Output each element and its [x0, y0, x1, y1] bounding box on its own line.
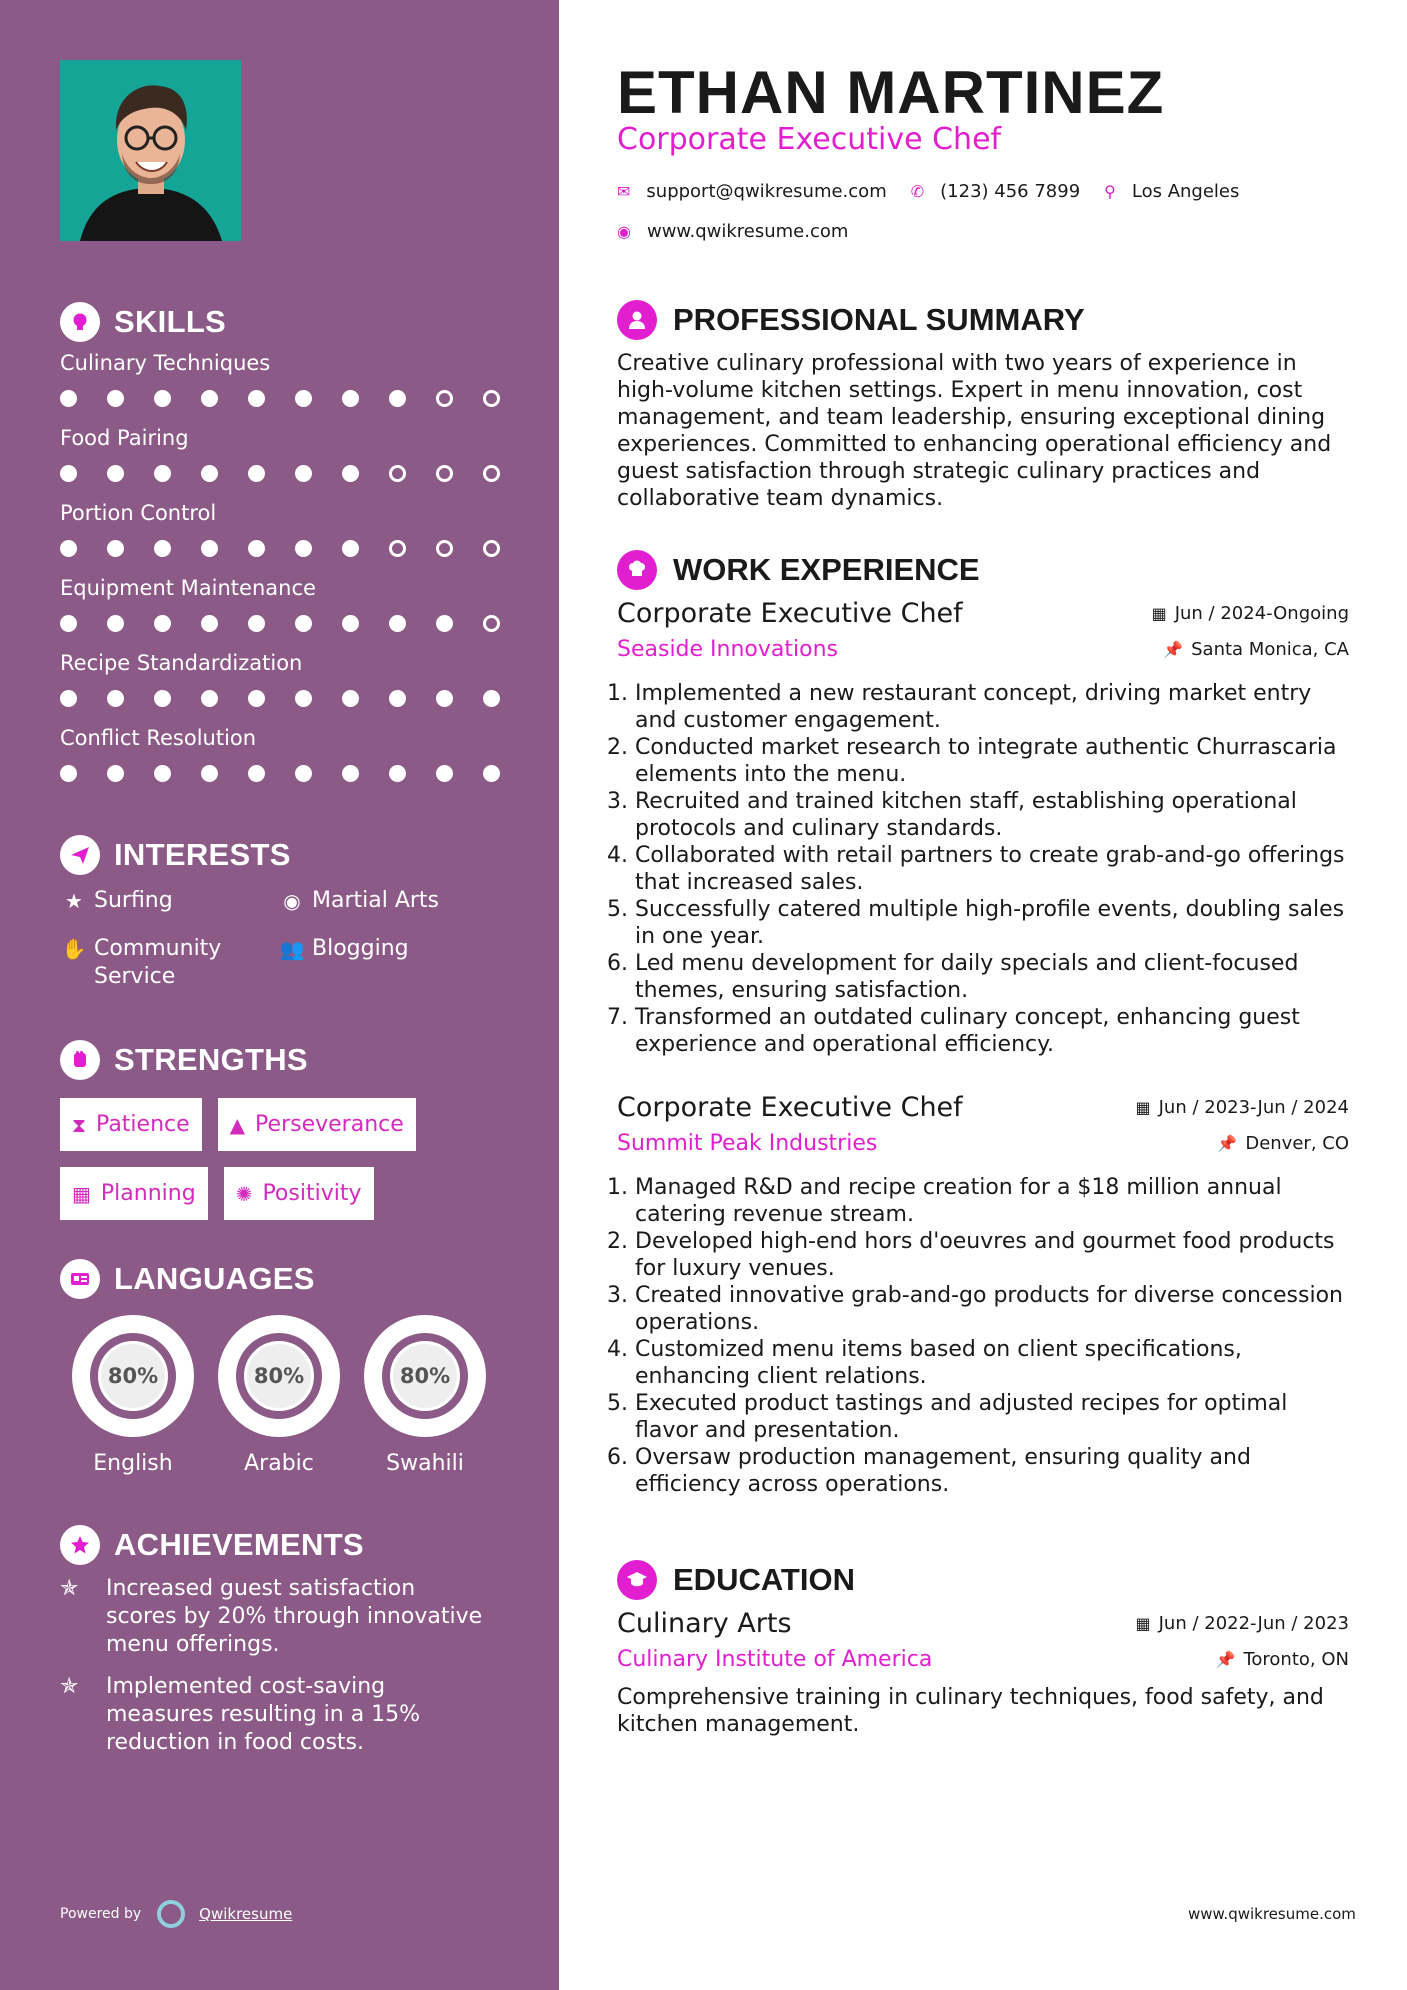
calendar-icon: ▦: [1135, 1614, 1151, 1633]
job-bullet: 6. Oversaw production management, ensuring quality and efficiency across operations.: [635, 1444, 1349, 1498]
road-icon: ▲: [229, 1112, 246, 1137]
pushpin-icon: 📌: [1217, 1134, 1238, 1153]
rating-dot-filled: [201, 690, 218, 707]
rating-dot-filled: [295, 690, 312, 707]
skill-rating: [60, 755, 520, 791]
rating-dot-filled: [107, 615, 124, 632]
skill-rating: [60, 605, 520, 641]
job-location: 📌 Santa Monica, CA: [1163, 639, 1349, 660]
pushpin-icon: 📌: [1163, 640, 1184, 659]
strength-label: Patience: [96, 1112, 190, 1137]
profile-photo: [60, 60, 241, 241]
achievements-title: ACHIEVEMENTS: [114, 1527, 364, 1562]
rating-dot-filled: [60, 540, 77, 557]
strengths-section: [60, 1038, 520, 1220]
job-bullet: 4. Collaborated with retail partners to create grab-and-go offerings that increased sales.: [635, 842, 1349, 896]
rating-dot-filled: [107, 540, 124, 557]
globe-icon: ◉: [617, 221, 631, 241]
rating-dot-filled: [248, 765, 265, 782]
languages-list: [60, 1315, 520, 1476]
rating-dot-filled: [60, 765, 77, 782]
interest-item: [278, 935, 498, 963]
achievements-section: [60, 1523, 520, 1757]
rating-dot-empty: [483, 390, 500, 407]
star-icon: ✯: [60, 1576, 79, 1601]
qwikresume-logo-icon: [157, 1900, 185, 1928]
job-location: 📌 Denver, CO: [1217, 1133, 1349, 1154]
strength-badge: [60, 1098, 202, 1151]
rating-dot-filled: [389, 765, 406, 782]
contact-location: [1104, 181, 1239, 202]
strength-badge: [60, 1167, 208, 1220]
job-entry: [617, 598, 1349, 1058]
language-name: English: [93, 1451, 173, 1476]
footer-url[interactable]: www.qwikresume.com: [1188, 1905, 1356, 1923]
job-bullet: 3. Created innovative grab-and-go products for diverse concession operations.: [635, 1282, 1349, 1336]
skill-name: Portion Control: [60, 501, 217, 525]
rating-dot-filled: [154, 390, 171, 407]
candidate-role: Corporate Executive Chef: [617, 122, 1002, 157]
phone-text: (123) 456 7899: [940, 180, 1081, 202]
rating-dot-filled: [342, 390, 359, 407]
rating-dot-filled: [154, 615, 171, 632]
sun-icon: ✺: [235, 1181, 253, 1206]
language-percent: 80%: [90, 1333, 176, 1419]
users-icon: 👥: [279, 937, 305, 961]
rating-dot-filled: [483, 690, 500, 707]
sidebar: [0, 0, 559, 1990]
interest-label: Surfing: [94, 888, 173, 913]
rating-dot-filled: [60, 615, 77, 632]
language-percent: 80%: [236, 1333, 322, 1419]
rating-dot-filled: [436, 615, 453, 632]
job-company: Summit Peak Industries: [617, 1131, 878, 1156]
strength-badge: [218, 1098, 416, 1151]
education-location: 📌 Toronto, ON: [1215, 1649, 1349, 1670]
summary-title: PROFESSIONAL SUMMARY: [673, 302, 1085, 337]
rating-dot-filled: [389, 615, 406, 632]
rating-dot-filled: [60, 390, 77, 407]
language-percent: 80%: [382, 1333, 468, 1419]
contact-info: [617, 178, 1263, 258]
summary-header: [617, 298, 1349, 342]
experience-header: [617, 548, 1349, 592]
rating-dot-empty: [436, 540, 453, 557]
education-description: Comprehensive training in culinary techniques, food safety, and kitchen management.: [617, 1685, 1324, 1737]
skill-rating: [60, 380, 520, 416]
interest-label: Martial Arts: [312, 888, 440, 913]
contact-website[interactable]: [617, 221, 848, 242]
email-text: support@qwikresume.com: [646, 180, 887, 202]
job-bullet: 1. Implemented a new restaurant concept, driving market entry and customer engagement.: [635, 680, 1349, 734]
skill-row: [60, 721, 520, 796]
powered-by-label: Powered by: [60, 1906, 142, 1922]
skill-rating: [60, 680, 520, 716]
rating-dot-filled: [342, 690, 359, 707]
language-progress-ring: [364, 1315, 486, 1437]
job-bullet: 7. Transformed an outdated culinary concept, enhancing guest experience and operational efficiency.: [635, 1004, 1349, 1058]
rating-dot-filled: [342, 540, 359, 557]
website-text: www.qwikresume.com: [646, 220, 849, 242]
rating-dot-filled: [295, 465, 312, 482]
job-entry: [617, 1092, 1349, 1498]
rating-dot-filled: [248, 615, 265, 632]
job-bullet: 2. Developed high-end hors d'oeuvres and gourmet food products for luxury venues.: [635, 1228, 1349, 1282]
achievements-header: [60, 1523, 520, 1567]
language-progress-ring: [218, 1315, 340, 1437]
job-bullet: 4. Customized menu items based on client specifications, enhancing client relations.: [635, 1336, 1349, 1390]
user-icon: [617, 300, 657, 340]
job-bullet: 6. Led menu development for daily specials and client-focused themes, ensuring satisfaction.: [635, 950, 1349, 1004]
skill-name: Recipe Standardization: [60, 651, 303, 675]
interest-label: Community Service: [94, 936, 222, 989]
calendar-icon: ▦: [72, 1181, 91, 1206]
skill-row: [60, 346, 520, 421]
rating-dot-filled: [201, 765, 218, 782]
rating-dot-filled: [107, 465, 124, 482]
rating-dot-filled: [342, 615, 359, 632]
interest-item: [278, 887, 498, 915]
language-item: [60, 1315, 206, 1476]
rating-dot-filled: [436, 765, 453, 782]
rating-dot-empty: [483, 465, 500, 482]
experience-title: WORK EXPERIENCE: [673, 552, 980, 587]
skill-name: Culinary Techniques: [60, 351, 271, 375]
experience-section: [617, 548, 1349, 592]
skill-rating: [60, 455, 520, 491]
language-item: [352, 1315, 498, 1476]
strength-label: Perseverance: [255, 1112, 404, 1137]
candidate-name: ETHAN MARTINEZ: [617, 59, 1165, 126]
job-bullet: 5. Successfully catered multiple high-profile events, doubling sales in one year.: [635, 896, 1349, 950]
job-title: Corporate Executive Chef: [617, 598, 963, 629]
rating-dot-empty: [389, 540, 406, 557]
education-entry: [617, 1608, 1349, 1738]
rating-dot-filled: [60, 690, 77, 707]
strengths-title: STRENGTHS: [114, 1042, 308, 1077]
lightbulb-icon: [60, 302, 100, 342]
language-progress-ring: [72, 1315, 194, 1437]
envelope-icon: ✉: [617, 181, 631, 201]
rating-dot-filled: [154, 765, 171, 782]
language-name: Arabic: [244, 1451, 314, 1476]
rating-dot-filled: [295, 615, 312, 632]
paper-plane-icon: [60, 835, 100, 875]
strengths-list: [60, 1098, 480, 1220]
contact-phone[interactable]: [911, 181, 1080, 202]
id-card-icon: [60, 1259, 100, 1299]
pushpin-icon: 📌: [1215, 1650, 1236, 1669]
strength-badge: [224, 1167, 374, 1220]
rating-dot-filled: [201, 540, 218, 557]
rating-dot-filled: [389, 390, 406, 407]
rating-dot-filled: [201, 615, 218, 632]
powered-by: [60, 1900, 292, 1928]
fist-icon: [60, 1040, 100, 1080]
job-title: Corporate Executive Chef: [617, 1092, 963, 1123]
skill-row: [60, 571, 520, 646]
star-icon: ✯: [60, 1674, 79, 1699]
star-icon: ★: [65, 889, 83, 913]
education-header: [617, 1558, 1349, 1602]
rating-dot-filled: [248, 540, 265, 557]
rating-dot-filled: [201, 390, 218, 407]
job-date: ▦ Jun / 2024-Ongoing: [1151, 603, 1349, 624]
summary-text: Creative culinary professional with two years of experience in high-volume kitchen settings. Expert in menu innovation, cost management, and team leadership, ensuring exceptional dining experiences. Committed to enhancing operational efficiency and guest satisfaction through strategic culinary practices and collaborative team dynamics.: [617, 351, 1332, 511]
interests-header: [60, 833, 520, 877]
skill-row: [60, 646, 520, 721]
rating-dot-filled: [154, 465, 171, 482]
location-text: Los Angeles: [1131, 180, 1240, 202]
rating-dot-filled: [342, 765, 359, 782]
skills-title: SKILLS: [114, 304, 227, 339]
job-bullet: 5. Executed product tastings and adjusted recipes for optimal flavor and presentation.: [635, 1390, 1349, 1444]
strengths-header: [60, 1038, 520, 1082]
job-bullets: [617, 1174, 1349, 1498]
job-bullets: [617, 680, 1349, 1058]
rating-dot-filled: [154, 540, 171, 557]
job-bullet: 2. Conducted market research to integrate authentic Churrascaria elements into the menu.: [635, 734, 1349, 788]
languages-section: [60, 1257, 520, 1476]
job-date: ▦ Jun / 2023-Jun / 2024: [1135, 1097, 1349, 1118]
achievement-text: Implemented cost-saving measures resulting in a 15% reduction in food costs.: [106, 1674, 421, 1755]
chef-hat-icon: [617, 550, 657, 590]
education-date: ▦ Jun / 2022-Jun / 2023: [1135, 1613, 1349, 1634]
languages-header: [60, 1257, 520, 1301]
rating-dot-filled: [389, 690, 406, 707]
education-section: [617, 1558, 1349, 1602]
rating-dot-filled: [154, 690, 171, 707]
phone-icon: ✆: [910, 181, 925, 201]
achievement-item: [60, 1673, 520, 1757]
achievement-text: Increased guest satisfaction scores by 20% through innovative menu offerings.: [106, 1576, 483, 1657]
interest-item: [60, 887, 280, 915]
globe-icon: ◉: [283, 889, 301, 913]
achievement-item: [60, 1575, 520, 1659]
rating-dot-filled: [295, 540, 312, 557]
graduation-cap-icon: [617, 1560, 657, 1600]
skills-header: [60, 300, 520, 344]
skills-list: [60, 346, 520, 796]
language-name: Swahili: [386, 1451, 464, 1476]
rating-dot-empty: [436, 390, 453, 407]
skill-name: Food Pairing: [60, 426, 189, 450]
skill-name: Equipment Maintenance: [60, 576, 316, 600]
rating-dot-empty: [436, 465, 453, 482]
interest-label: Blogging: [312, 936, 409, 961]
rating-dot-empty: [483, 540, 500, 557]
language-item: [206, 1315, 352, 1476]
rating-dot-empty: [389, 465, 406, 482]
skill-rating: [60, 530, 520, 566]
skill-row: [60, 421, 520, 496]
rating-dot-filled: [295, 390, 312, 407]
hand-icon: ✋: [61, 937, 87, 961]
school-name: Culinary Institute of America: [617, 1647, 933, 1672]
languages-title: LANGUAGES: [114, 1261, 315, 1296]
job-company: Seaside Innovations: [617, 637, 838, 662]
interests-title: INTERESTS: [114, 837, 291, 872]
rating-dot-filled: [60, 465, 77, 482]
interest-item: [60, 935, 260, 991]
rating-dot-filled: [483, 765, 500, 782]
rating-dot-filled: [107, 690, 124, 707]
rating-dot-filled: [201, 465, 218, 482]
rating-dot-filled: [342, 465, 359, 482]
map-pin-icon: ⚲: [1104, 181, 1116, 201]
rating-dot-filled: [248, 690, 265, 707]
job-bullet: 1. Managed R&D and recipe creation for a $18 million annual catering revenue stream.: [635, 1174, 1349, 1228]
rating-dot-filled: [248, 465, 265, 482]
strength-label: Positivity: [262, 1181, 362, 1206]
rating-dot-filled: [107, 765, 124, 782]
brand-link[interactable]: Qwikresume: [199, 1905, 293, 1923]
interests-list: [60, 887, 520, 1017]
skill-name: Conflict Resolution: [60, 726, 257, 750]
contact-email[interactable]: [617, 181, 887, 202]
education-title: EDUCATION: [673, 1562, 855, 1597]
calendar-icon: ▦: [1135, 1098, 1151, 1117]
strength-label: Planning: [100, 1181, 196, 1206]
rating-dot-filled: [436, 690, 453, 707]
star-badge-icon: [60, 1525, 100, 1565]
degree-title: Culinary Arts: [617, 1608, 792, 1639]
skills-section: [60, 300, 520, 796]
summary-section: [617, 298, 1349, 512]
hourglass-icon: ⧗: [72, 1112, 87, 1137]
rating-dot-filled: [295, 765, 312, 782]
job-bullet: 3. Recruited and trained kitchen staff, establishing operational protocols and culinary standards.: [635, 788, 1349, 842]
rating-dot-filled: [248, 390, 265, 407]
calendar-icon: ▦: [1151, 604, 1167, 623]
interests-section: [60, 833, 520, 1017]
skill-row: [60, 496, 520, 571]
rating-dot-filled: [107, 390, 124, 407]
rating-dot-empty: [483, 615, 500, 632]
